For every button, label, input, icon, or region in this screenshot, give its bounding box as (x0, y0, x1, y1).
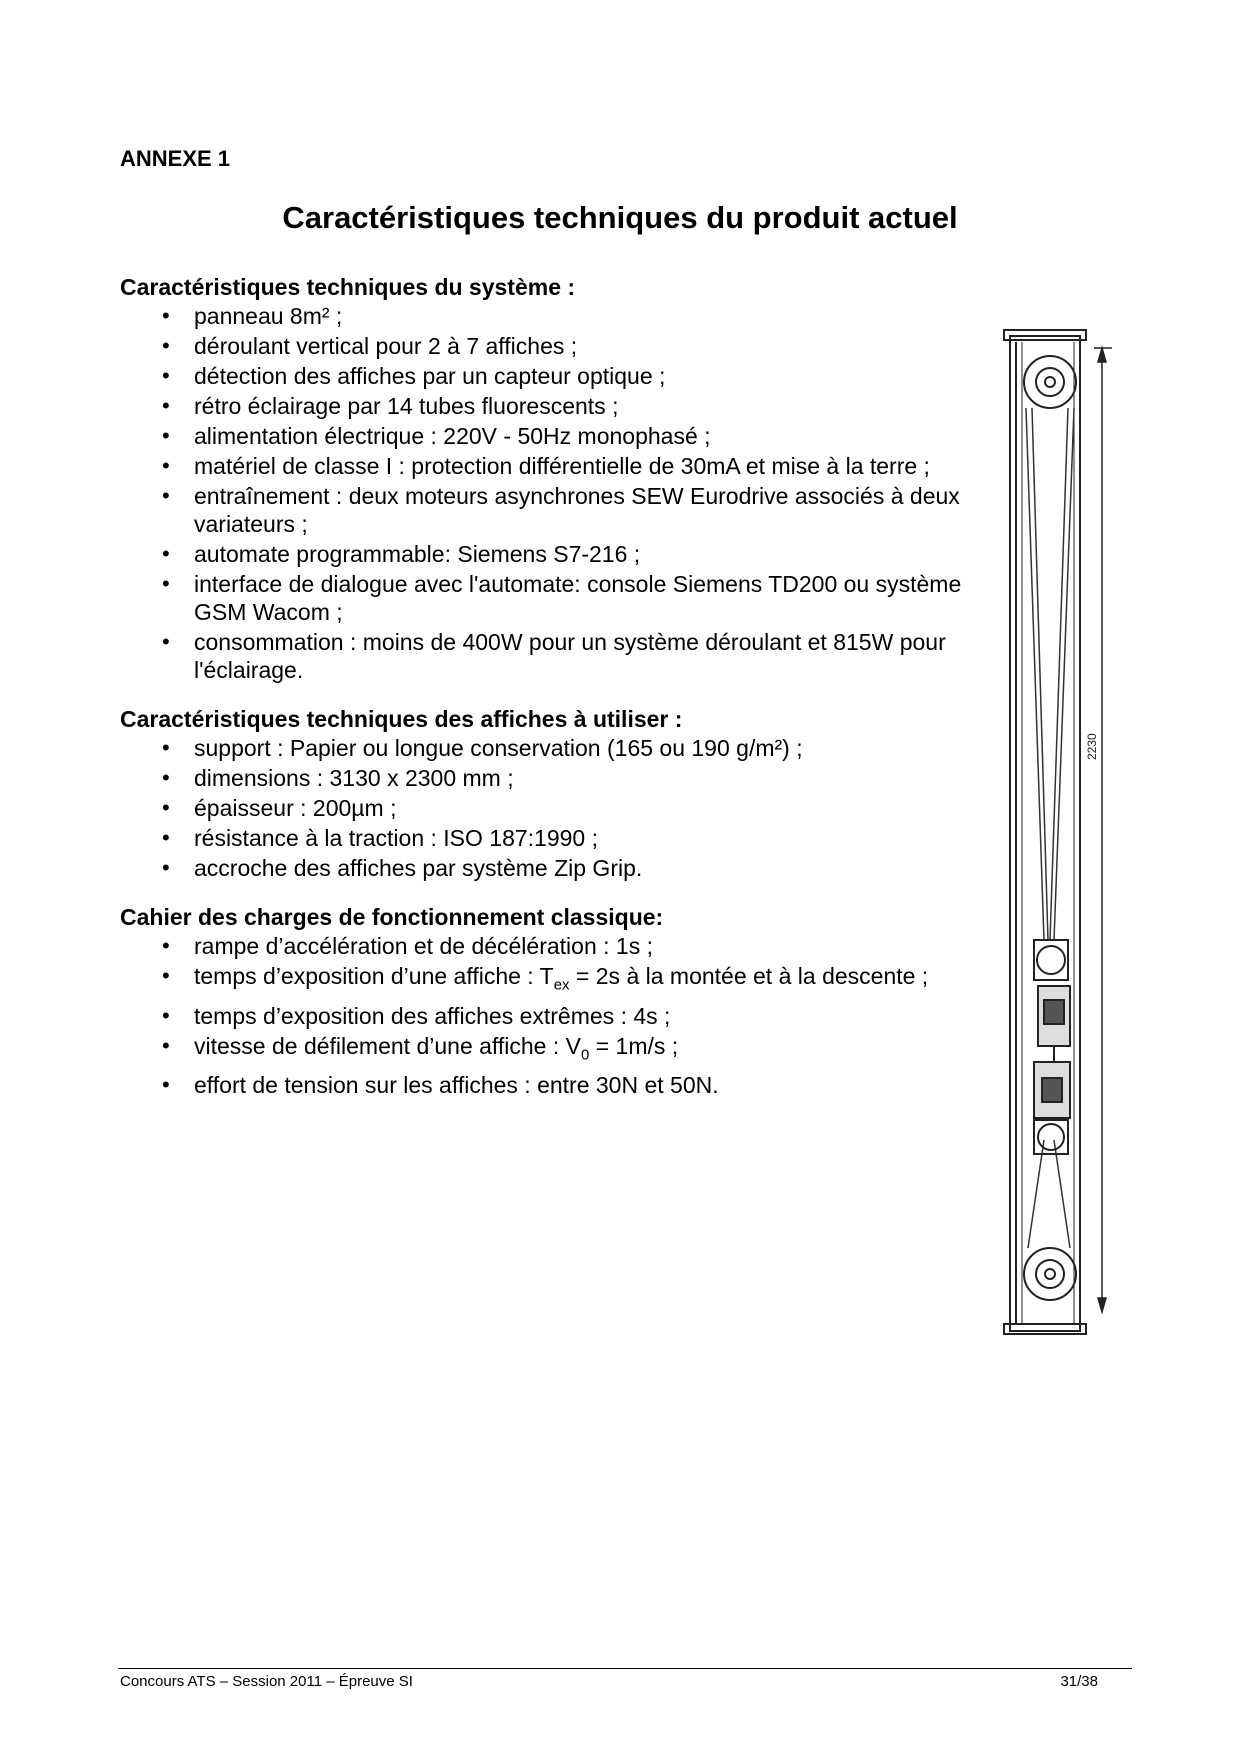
list-item-text: dimensions : 3130 x 2300 mm ; (194, 765, 514, 791)
lower-gear-motor-icon (1034, 1062, 1070, 1154)
section-heading: Caractéristiques techniques du système : (120, 274, 576, 300)
list-item-text: effort de tension sur les affiches : entre 30N et 50N. (194, 1072, 719, 1099)
bullet-icon: • (162, 571, 170, 596)
bullet-icon: • (162, 541, 170, 566)
bullet-icon: • (162, 363, 170, 388)
section-heading: Cahier des charges de fonctionnement classique: (120, 904, 664, 930)
annex-label: ANNEXE 1 (120, 146, 231, 171)
text-segment: = 2s à la montée et à la descente ; (569, 963, 929, 989)
list-item-text (194, 1032, 679, 1064)
bullet-icon: • (162, 855, 170, 880)
upper-gear-motor-icon (1034, 940, 1070, 1062)
dimension-label: 2230 (1085, 733, 1099, 760)
list-item-text: accroche des affiches par système Zip Grip. (194, 855, 643, 881)
bullet-icon: • (162, 1002, 170, 1028)
bullet-icon: • (162, 393, 170, 418)
bullet-icon: • (162, 423, 170, 448)
list-item (120, 482, 980, 538)
bullet-icon: • (162, 453, 170, 478)
list-item-text: alimentation électrique : 220V - 50Hz monophasé ; (194, 423, 711, 449)
bullet-list (120, 734, 980, 882)
text-segment: = 1m/s ; (589, 1032, 679, 1059)
list-item (120, 824, 980, 852)
list-item (120, 1032, 980, 1070)
bullet-icon: • (162, 1032, 170, 1058)
subscript: 0 (580, 1046, 590, 1064)
footer-page-number: 31/38 (1060, 1673, 1098, 1690)
list-item-text (194, 963, 929, 994)
bullet-icon: • (162, 795, 170, 820)
list-item (120, 332, 980, 360)
section-heading: Caractéristiques techniques des affiches à utiliser : (120, 706, 683, 732)
section-posters (120, 704, 980, 882)
bullet-icon: • (162, 765, 170, 790)
bullet-icon: • (162, 483, 170, 508)
bullet-icon: • (162, 933, 170, 958)
list-item-text: support : Papier ou longue conservation (165 ou 190 g/m²) ; (194, 735, 803, 761)
top-roller-icon (1024, 356, 1076, 408)
list-item-text: rétro éclairage par 14 tubes fluorescents ; (194, 393, 619, 419)
list-item (120, 392, 980, 420)
section-specifications (120, 902, 980, 1099)
text-segment: vitesse de défilement d’une affiche : V (194, 1032, 581, 1059)
list-item-text: détection des affiches par un capteur optique ; (194, 363, 666, 389)
content (120, 272, 980, 1119)
dimension-line (1094, 348, 1112, 1312)
panel-technical-drawing (990, 320, 1140, 1340)
list-item (120, 734, 980, 762)
list-item (120, 362, 980, 390)
list-item (120, 1002, 980, 1030)
bullet-icon: • (162, 963, 170, 988)
list-item-text: temps d’exposition des affiches extrêmes : 4s ; (194, 1002, 671, 1029)
list-item (120, 628, 980, 684)
bullet-icon: • (162, 825, 170, 850)
list-item-text: résistance à la traction : ISO 187:1990 ; (194, 825, 599, 851)
list-item (120, 570, 980, 626)
subscript: ex (553, 976, 570, 994)
list-item (120, 764, 980, 792)
list-item (120, 932, 980, 960)
bullet-icon: • (162, 303, 170, 328)
list-item-text: rampe d’accélération et de décélération : 1s ; (194, 933, 653, 959)
bottom-roller-icon (1024, 1248, 1076, 1300)
list-item (120, 422, 980, 450)
list-item (120, 854, 980, 882)
bullet-icon: • (162, 629, 170, 654)
list-item (120, 1071, 980, 1099)
page-title: Caractéristiques techniques du produit actuel (282, 200, 958, 235)
list-item-text: automate programmable: Siemens S7-216 ; (194, 541, 641, 567)
list-item-text: entraînement : deux moteurs asynchrones SEW Eurodrive associés à deux variateurs ; (194, 483, 960, 537)
section-system (120, 272, 980, 684)
list-item-text: épaisseur : 200µm ; (194, 795, 397, 821)
list-item-text: interface de dialogue avec l'automate: console Siemens TD200 ou système GSM Wacom ; (194, 571, 962, 625)
text-segment: temps d’exposition d’une affiche : T (194, 963, 554, 989)
list-item (120, 302, 980, 330)
list-item-text: déroulant vertical pour 2 à 7 affiches ; (194, 333, 578, 359)
list-item-text: consommation : moins de 400W pour un système déroulant et 815W pour l'éclairage. (194, 629, 946, 683)
list-item (120, 540, 980, 568)
list-item (120, 794, 980, 822)
footer-exam-label: Concours ATS – Session 2011 – Épreuve SI (120, 1673, 413, 1690)
bullet-icon: • (162, 333, 170, 358)
bullet-icon: • (162, 1072, 170, 1098)
list-item (120, 962, 980, 1000)
list-item (120, 452, 980, 480)
list-item-text: matériel de classe I : protection différentielle de 30mA et mise à la terre ; (194, 453, 930, 479)
list-item-text: panneau 8m² ; (194, 303, 343, 329)
bullet-list (120, 302, 980, 684)
bullet-icon: • (162, 735, 170, 760)
footer-divider (118, 1668, 1132, 1669)
bullet-list (120, 932, 980, 1099)
